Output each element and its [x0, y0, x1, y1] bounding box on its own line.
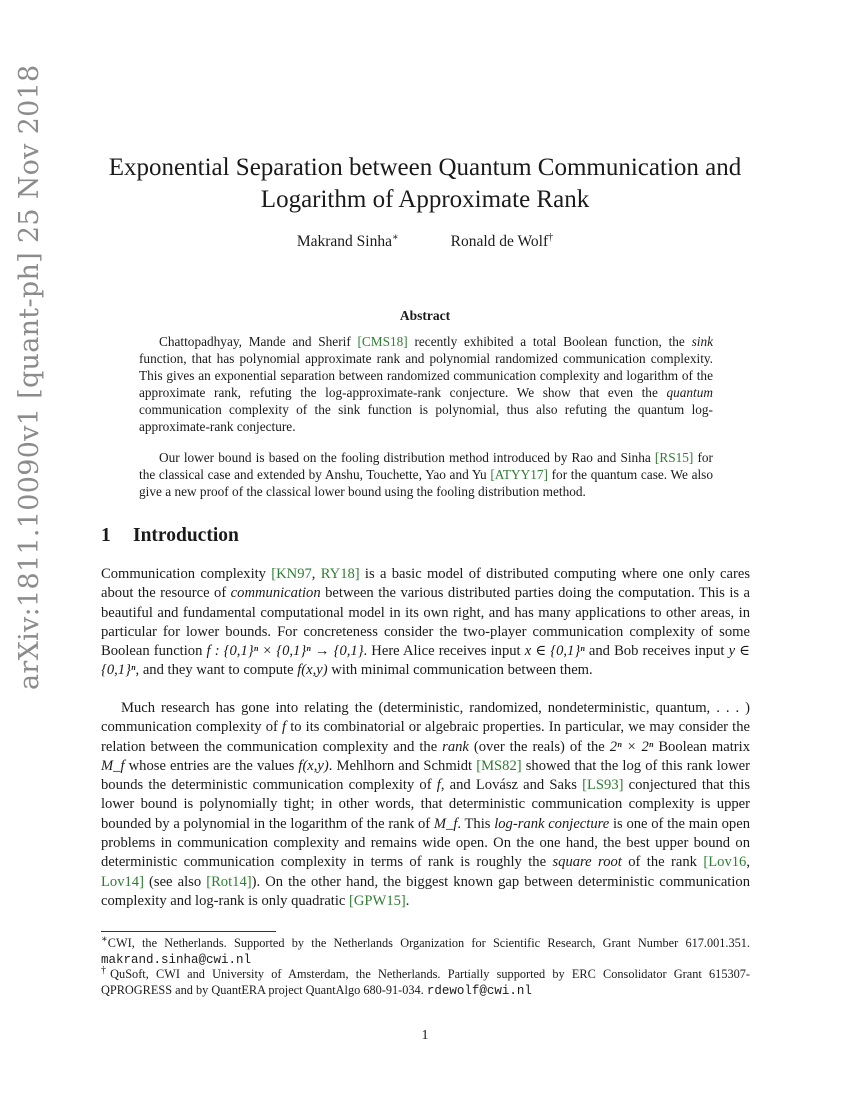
- emphasis: quantum: [666, 385, 713, 400]
- math: y ∈ {0,1}ⁿ: [101, 643, 750, 679]
- author: [297, 233, 399, 251]
- citation-link[interactable]: Lov14]: [101, 873, 144, 890]
- body-paragraph: Much research has gone into relating the (deterministic, randomized, nondeterministic, quantum, . . . ) communication complexity of f to its combinatorial or algebraic properties. In particular, we may consider the relation between the communication complexity and the rank (over the reals) of the 2ⁿ × 2ⁿ Boolean matrix M_f whose entries are the values f(x,y). Mehlhorn and Schmidt [MS82] showed that the log of this rank lower bounds the deterministic communication complexity of f, and Lovász and Saks [LS93] conjectured that this lower bound is polynomially tight; in other words, that deterministic communication complexity is upper bounded by a polynomial in the logarithm of the rank of M_f. This log-rank conjecture is one of the main open problems in communication complexity and remains wide open. On the one hand, the best upper bound on deterministic communication complexity in terms of rank is roughly the square root of the rank [Lov16, Lov14] (see also [Rot14]). On the other hand, the biggest known gap between deterministic communication complexity and log-rank is only quadratic [GPW15].: [101, 700, 751, 909]
- footnote-mark: †: [101, 964, 111, 976]
- paper-title: [90, 152, 760, 216]
- citation-link[interactable]: [LS93]: [582, 777, 624, 794]
- citation-link[interactable]: [Rot14]: [206, 873, 252, 890]
- email-link[interactable]: makrand.sinha@cwi.nl: [101, 953, 252, 967]
- citation-link[interactable]: [MS82]: [476, 757, 522, 774]
- author-name: Ronald de Wolf: [450, 233, 549, 250]
- author-footnote-mark: †: [548, 231, 554, 243]
- author-list: [0, 233, 850, 251]
- section-heading: [101, 525, 239, 547]
- footnote: [101, 966, 750, 999]
- math: f : {0,1}ⁿ × {0,1}ⁿ → {0,1}: [206, 643, 364, 660]
- abstract-paragraph: Our lower bound is based on the fooling distribution method introduced by Rao and Sinha [RS15] for the classical case and extended by Anshu, Touchette, Yao and Yu [ATYY17] for the quantum case. We also give a new proof of the classical lower bound using the fooling distribution method.: [139, 450, 713, 499]
- author-footnote-mark: ∗: [391, 231, 399, 243]
- section-number: 1: [101, 525, 111, 546]
- citation-link[interactable]: [CMS18]: [357, 334, 408, 349]
- emphasis: log-rank conjecture: [494, 815, 610, 832]
- math: x ∈ {0,1}ⁿ: [524, 643, 585, 660]
- author-name: Makrand Sinha: [296, 233, 392, 250]
- math: f(x,y): [298, 757, 329, 774]
- math: f(x,y): [297, 662, 328, 679]
- footnote: [101, 935, 750, 968]
- citation-link[interactable]: [ATYY17]: [490, 467, 548, 482]
- page-number: 1: [421, 1028, 429, 1043]
- footnote-mark: ∗: [101, 933, 108, 945]
- emphasis: rank: [442, 738, 469, 755]
- emphasis: communication: [230, 585, 321, 602]
- math: 2ⁿ × 2ⁿ: [609, 738, 654, 755]
- abstract-paragraph: Chattopadhyay, Mande and Sherif [CMS18] recently exhibited a total Boolean function, the sink function, that has polynomial approximate rank and polynomial randomized communication complexity. This gives an exponential separation between randomized communication complexity and logarithm of the approximate rank, refuting the log-approximate-rank conjecture. We show that even the quantum communication complexity of the sink function is polynomial, thus also refuting the quantum log-approximate-rank conjecture.: [139, 334, 713, 434]
- citation-link[interactable]: [KN97: [271, 566, 312, 582]
- title-line-1: Exponential Separation between Quantum Communication and: [108, 154, 742, 181]
- citation-link[interactable]: [RS15]: [654, 450, 694, 465]
- emphasis: square root: [552, 854, 622, 871]
- math: M_f: [433, 815, 458, 832]
- email-link[interactable]: rdewolf@cwi.nl: [426, 984, 532, 998]
- math: f: [282, 719, 287, 736]
- abstract-heading: Abstract: [399, 308, 451, 323]
- math: f: [436, 777, 441, 794]
- footnote-divider: [101, 931, 276, 932]
- author: [451, 233, 553, 251]
- arxiv-identifier-stamp: arXiv:1811.10090v1 [quant-ph] 25 Nov 2018: [14, 64, 45, 690]
- citation-link[interactable]: [GPW15]: [349, 892, 406, 909]
- citation-link[interactable]: RY18]: [320, 566, 360, 582]
- footnote-text: QuSoft, CWI and University of Amsterdam, the Netherlands. Partially supported by ERC Consolidator Grant 615307-QPROGRESS and by QuantERA project QuantAlgo 680-91-034.: [101, 967, 751, 997]
- emphasis: sink: [691, 334, 713, 349]
- math: M_f: [101, 757, 125, 774]
- title-line-2: Logarithm of Approximate Rank: [260, 186, 590, 213]
- body-paragraph: Communication complexity [KN97, RY18] is a basic model of distributed computing where one only cares about the resource of communication between the various distributed parties doing the computation. This is a beautiful and fundamental computational model in its own right, and has many applications to other areas, in particular for lower bounds. For concreteness consider the two-player communication complexity of some Boolean function f : {0,1}ⁿ × {0,1}ⁿ → {0,1}. Here Alice receives input x ∈ {0,1}ⁿ and Bob receives input y ∈ {0,1}ⁿ, and they want to compute f(x,y) with minimal communication between them.: [101, 566, 751, 679]
- footnote-text: CWI, the Netherlands. Supported by the Netherlands Organization for Scientific Research, Grant Number 617.001.351.: [107, 936, 750, 950]
- section-title: Introduction: [133, 525, 239, 546]
- citation-link[interactable]: [Lov16: [703, 854, 747, 871]
